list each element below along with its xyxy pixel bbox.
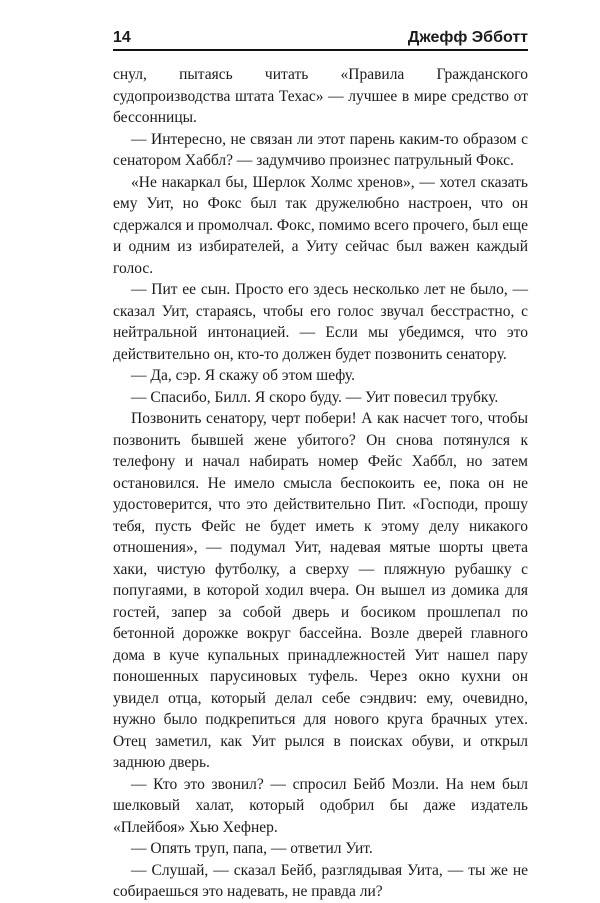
paragraph: — Интересно, не связан ли этот парень каким-то образом с сенатором Хаббл? — задумчиво произнес патрульный Фокс. <box>113 130 528 169</box>
paragraph: Позвонить сенатору, черт побери! А как насчет того, чтобы позвонить бывшей жене убитого? Он снова потянулся к телефону и начал набирать номер Фейс Хаббл, но затем остановился. Не имело смысла беспокоить ее, пока он не удостоверится, что это действительно Пит. «Господи, прошу тебя, пусть Фейс не будет иметь к этому делу никакого отношения», — подумал Уит, надевая мятые шорты цвета хаки, чистую футболку, а сверху — пляжную рубашку с попугаями, в которой ходил вчера. Он вышел из домика для гостей, запер за собой дверь и босиком прошлепал по бетонной дорожке вокруг бассейна. Возле дверей главного дома в куче купальных принадлежностей Уит нашел пару поношенных парусиновых туфель. Через окно кухни он увидел отца, который делал себе сэндвич: ему, очевидно, нужно было подкрепиться для нового круга брачных утех. Отец заметил, как Уит рылся в поисках обуви, и открыл заднюю дверь. <box>113 410 528 771</box>
paragraph: — Да, сэр. Я скажу об этом шефу. <box>131 367 356 384</box>
paragraph: снул, пытаясь читать «Правила Гражданского судопроизводства штата Техас» — лучшее в мире средство от бессонницы. <box>113 66 528 126</box>
paragraph: — Спасибо, Билл. Я скоро буду. — Уит повесил трубку. <box>131 388 499 406</box>
paragraph: — Опять труп, папа, — ответил Уит. <box>131 840 373 857</box>
running-head <box>113 26 528 50</box>
header-rule <box>113 49 528 51</box>
paragraph: — Кто это звонил? — спросил Бейб Мозли. На нем был шелковый халат, который одобрил бы даже издатель «Плейбоя» Хью Хефнер. <box>113 775 528 836</box>
paragraph: — Слушай, — сказал Бейб, разглядывая Уита, — ты же не собираешься это надевать, не правда ли? <box>113 861 528 900</box>
body-text <box>113 64 528 903</box>
paragraph: — Пит ее сын. Просто его здесь несколько лет не было, — сказал Уит, стараясь, чтобы его голос звучал бесстрастно, с нейтральной интонацией. — Если мы убедимся, что это действительно он, кто-то должен будет позвонить сенатору. <box>113 281 528 363</box>
paragraph: «Не накаркал бы, Шерлок Холмс хренов», — хотел сказать ему Уит, но Фокс был так дружелюбно настроен, что он сдержался и промолчал. Фокс, помимо всего прочего, был еще и одним из избирателей, а Уиту сейчас был важен каждый голос. <box>113 173 528 277</box>
book-author: Джефф Эбботт <box>407 29 528 46</box>
page-number: 14 <box>113 29 131 46</box>
